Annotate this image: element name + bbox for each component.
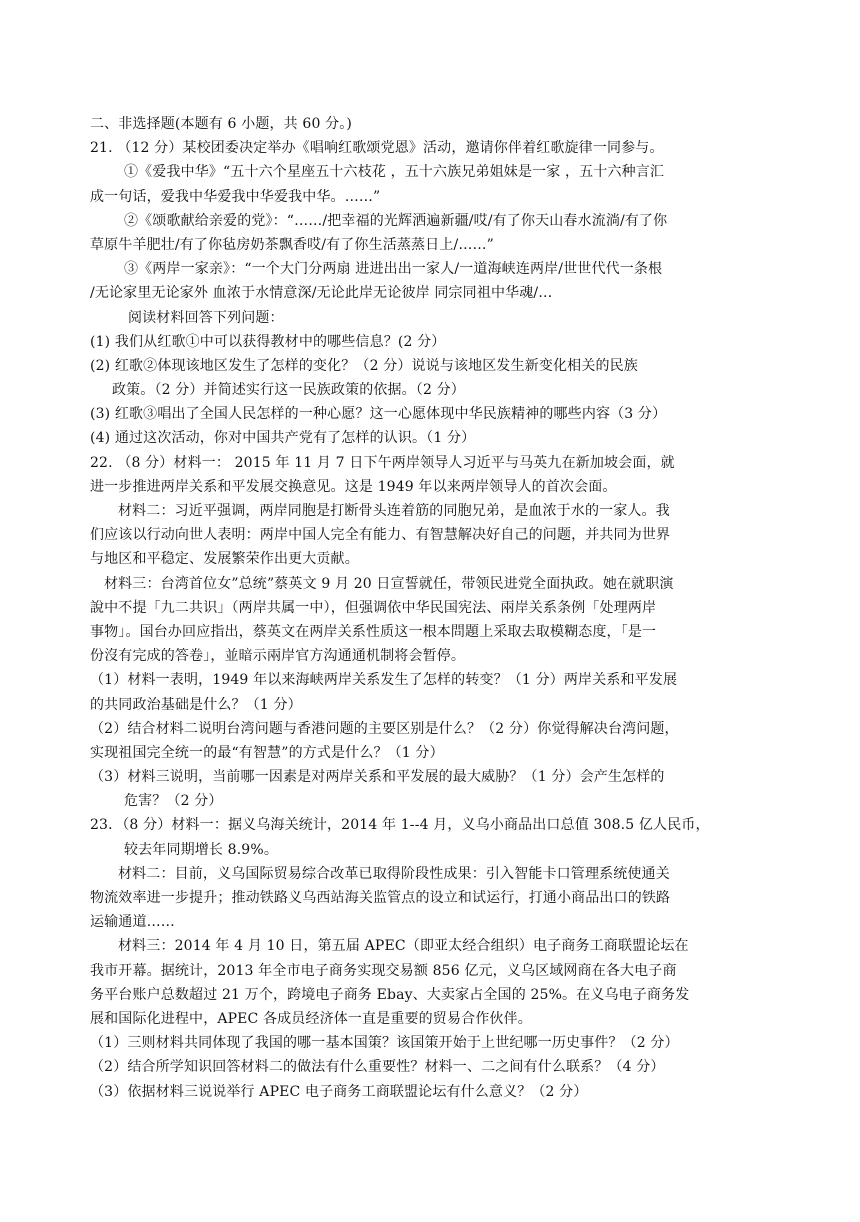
- q23-material-3-cont: 展和国际化进程中，APEC 各成员经济体一直是重要的贸易合作伙伴。: [90, 1010, 532, 1027]
- q21-sub-2-cont: 政策。（2 分）并简述实行这一民族政策的依据。（2 分）: [112, 382, 465, 399]
- q23-material-3-cont: 我市开幕。据统计，2013 年全市电子商务实现交易额 856 亿元，义乌区域网商在各大电子商: [90, 962, 677, 979]
- song-3-line: ③《两岸一家亲》：“一个大门分两扇 进进出出一家人/一道海峡连两岸/世世代代一条根: [124, 261, 663, 278]
- q22-material-1-cont: 进一步推进两岸关系和平发展交换意见。这是 1949 年以来两岸领导人的首次会面。: [90, 478, 617, 495]
- q23-sub-2: （2）结合所学知识回答材料二的做法有什么重要性？材料一、二之间有什么联系？（4 分）: [90, 1059, 665, 1076]
- q22-sub-2-cont: 实现祖国完全统一的最“有智慧”的方式是什么？（1 分）: [90, 744, 444, 761]
- section-heading: 二、非选择题(本题有 6 小题，共 60 分。): [90, 116, 353, 132]
- q23-material-3-cont: 务平台账户总数超过 21 万个，跨境电子商务 Ebay、大卖家占全国的 25%。在义乌电子商务发: [90, 986, 690, 1003]
- q21-sub-1: (1) 我们从红歌①中可以获得教材中的哪些信息？(2 分）: [90, 333, 446, 350]
- song-1-line-cont: 成一句话，爱我中华爱我中华爱我中华。……”: [90, 188, 381, 205]
- q21-sub-4: (4) 通过这次活动，你对中国共产党有了怎样的认识。（1 分）: [90, 430, 476, 447]
- exam-page: [90, 112, 780, 1104]
- q23-material-3: 材料三：2014 年 4 月 10 日，第五届 APEC（即亚太经合组织）电子商务工商联盟论坛在: [118, 938, 689, 955]
- q22-sub-1-cont: 的共同政治基础是什么？（1 分）: [90, 696, 302, 713]
- song-1-line: ①《爱我中华》“五十六个星座五十六枝花 ，五十六族兄弟姐妹是一家 ，五十六种言汇: [124, 164, 665, 181]
- song-3-line-cont: /无论家里无论家外 血浓于水情意深/无论此岸无论彼岸 同宗同祖中华魂/…: [90, 285, 553, 302]
- q22-sub-1: （1）材料一表明，1949 年以来海峡两岸关系发生了怎样的转变？（1 分）两岸关系和平发展: [90, 672, 678, 689]
- song-2-line-cont: 草原牛羊肥壮/有了你毡房奶茶飘香哎/有了你生活蒸蒸日上/……”: [90, 236, 494, 253]
- q22-sub-2: （2）结合材料二说明台湾问题与香港问题的主要区别是什么？（2 分）你觉得解决台湾问题，: [90, 720, 679, 737]
- q23-material-2: 材料二：目前，义乌国际贸易综合改革已取得阶段性成果：引入智能卡口管理系统使通关: [118, 865, 670, 882]
- q22-material-2-cont: 与地区和平稳定、发展繁荣作出更大贡献。: [90, 551, 359, 568]
- q21-sub-3: (3) 红歌③唱出了全国人民怎样的一种心愿？这一心愿体现中华民族精神的哪些内容（3 分）: [90, 406, 667, 423]
- q22-material-3-cont: 說中不提「九二共识」（两岸共属一中），但强调依中华民国宪法、兩岸关系条例「处理两岸: [90, 599, 657, 616]
- q23-material-2-cont: 运输通道……: [90, 914, 175, 931]
- q21-sub-2: (2) 红歌②体现该地区发生了怎样的变化？（2 分）说说与该地区发生新变化相关的民族: [90, 357, 638, 374]
- q22-sub-3: （3）材料三说明，当前哪一因素是对两岸关系和平发展的最大威胁？（1 分）会产生怎样的: [90, 769, 665, 786]
- q22-material-2-cont: 们应该以行动向世人表明：两岸中国人完全有能力、有智慧解决好自己的问题，并共同为世界: [90, 527, 671, 544]
- song-2-line: ②《颂歌献给亲爱的党》：“……/把幸福的光辉洒遍新疆/哎/有了你天山春水流淌/有了你: [124, 212, 668, 229]
- q23-material-2-cont: 物流效率进一步提升；推动铁路义乌西站海关监管点的设立和试运行，打通小商品出口的铁路: [90, 890, 671, 906]
- q23-material-1-cont: 较去年同期增长 8.9%。: [124, 841, 278, 858]
- q22-sub-3-cont: 危害？（2 分）: [124, 793, 223, 810]
- q22-material-3-cont: 份沒有完成的答卷」，並暗示兩岸官方沟通通机制将会暂停。: [90, 648, 466, 665]
- q22-material-3: 材料三：台湾首位女”总统”蔡英文 9 月 20 日宣誓就任，带领民进党全面执政。她在就职演: [104, 575, 674, 592]
- q22-material-3-cont: 事物」。国台办回应指出，蔡英文在两岸关系性质这一根本問題上采取去取模糊态度，「是一: [90, 623, 657, 640]
- question-21-title: 21. （12 分）某校团委决定举办《唱响红歌颂党恩》活动，邀请你伴着红歌旋律一同参与。: [90, 140, 664, 157]
- question-23-title: 23．（8 分）材料一：据义乌海关统计，2014 年 1--4 月，义乌小商品出口总值 308.5 亿人民币，: [90, 817, 710, 834]
- q23-sub-1: （1）三则材料共同体现了我国的哪一基本国策？该国策开始于上世纪哪一历史事件？（2 分）: [90, 1035, 679, 1052]
- q23-sub-3: （3）依据材料三说说举行 APEC 电子商务工商联盟论坛有什么意义？（2 分）: [90, 1083, 588, 1100]
- instruction-text: 阅读材料回答下列问题：: [128, 309, 284, 326]
- question-22-title: 22. （8 分）材料一： 2015 年 11 月 7 日下午两岸领导人习近平与马英九在新加坡会面，就: [90, 454, 675, 471]
- q22-material-2: 材料二：习近平强调，两岸同胞是打断骨头连着筋的同胞兄弟，是血浓于水的一家人。我: [118, 503, 670, 519]
